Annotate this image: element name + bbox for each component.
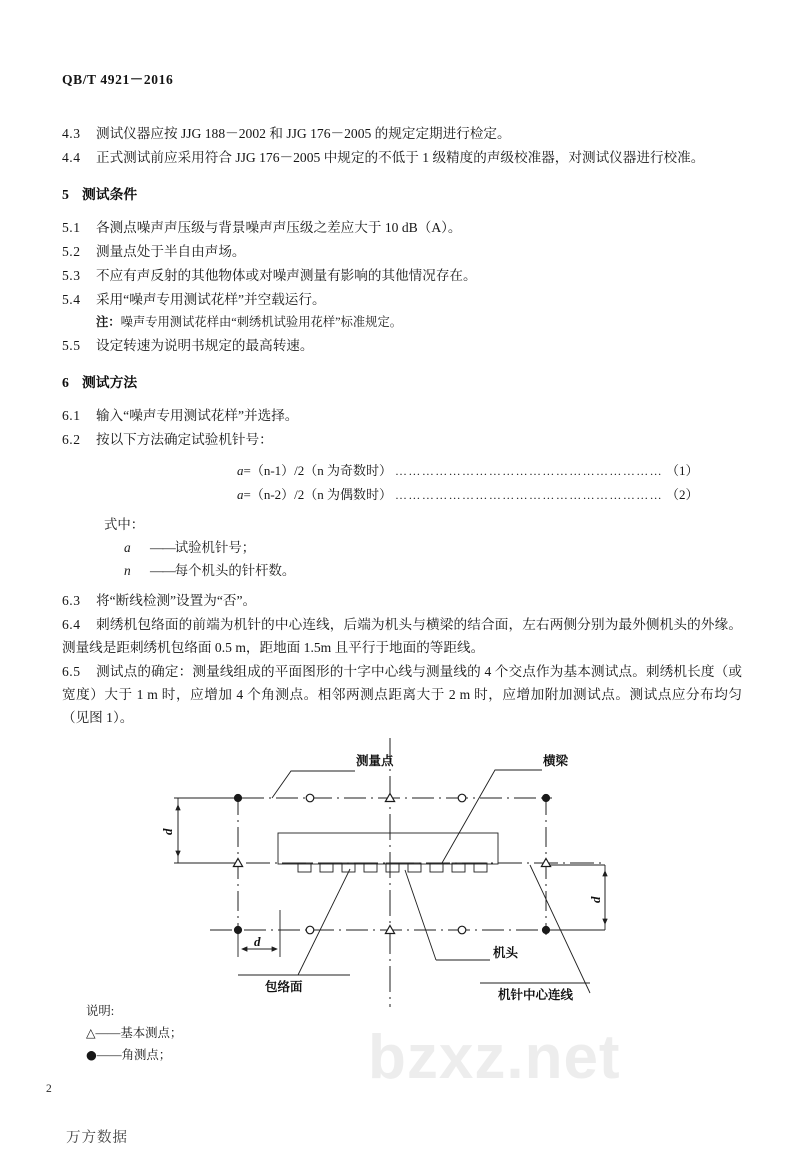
clause-number: 6.5 (62, 664, 81, 679)
legend-text: 基本测点； (120, 1026, 183, 1040)
legend-title: 说明: (86, 1004, 115, 1018)
clause-number: 5.1 (62, 220, 81, 235)
clause-5-5 (62, 334, 742, 357)
section-title: 测试条件 (82, 187, 138, 202)
dimension-label-d-left: d (160, 828, 175, 835)
formula-2-lhs: a (237, 487, 244, 502)
legend-text: 角测点； (121, 1048, 172, 1062)
clause-text: 将“断线检测”设置为“否”。 (96, 593, 257, 608)
clause-number: 6.4 (62, 617, 81, 632)
clause-6-5 (62, 660, 742, 729)
page-number: 2 (46, 1083, 52, 1095)
running-header-standard-number: QB/T 4921－2016 (62, 72, 174, 87)
leader-machine-head (405, 870, 490, 960)
symbol-definition-a (62, 536, 742, 559)
corner-point-top-right (542, 794, 549, 801)
clause-5-3 (62, 264, 742, 287)
dimension-label-d-bottom: d (254, 934, 261, 949)
clause-5-1 (62, 216, 742, 239)
clause-text: 不应有声反射的其他物体或对噪声测量有影响的其他情况存在。 (96, 268, 477, 283)
figure-legend (86, 1000, 182, 1066)
formula-2-leader: …………………………………………………… (395, 488, 664, 502)
clause-number: 6.3 (62, 593, 81, 608)
clause-6-2 (62, 428, 742, 451)
clause-6-3 (62, 589, 742, 612)
clause-number: 5.4 (62, 292, 81, 307)
formula-1-rhs: =（n-1）/2（n 为奇数时） (243, 463, 393, 478)
leader-envelope-surface (238, 869, 350, 975)
leader-crossbeam (442, 770, 542, 863)
measure-point-top-right (458, 794, 466, 802)
section-heading-5 (62, 183, 742, 206)
clause-text: 测试仪器应按 JJG 188－2002 和 JJG 176－2005 的规定定期进行检定。 (96, 126, 511, 141)
note-text: 噪声专用测试花样由“刺绣机试验用花样”标准规定。 (120, 315, 403, 329)
formula-1-number: （1） (666, 463, 699, 478)
corner-point-bottom-right (542, 926, 549, 933)
watermark-bzxz: bzxz.net (368, 1023, 621, 1092)
clause-number: 6.1 (62, 408, 81, 423)
footer-source-wanfang: 万方数据 (66, 1130, 128, 1146)
clause-number: 5.3 (62, 268, 81, 283)
clause-number: 4.3 (62, 126, 81, 141)
clause-text: 设定转速为说明书规定的最高转速。 (96, 338, 314, 353)
section-title: 测试方法 (82, 375, 138, 390)
clause-number: 4.4 (62, 150, 81, 165)
callout-needle-center-line: 机针中心连线 (498, 987, 574, 1002)
formula-1 (62, 459, 742, 483)
formula-1-lhs: a (237, 463, 244, 478)
note-label: 注： (96, 315, 121, 329)
section-number: 5 (62, 187, 69, 202)
clause-5-4-note (62, 312, 742, 333)
where-label: 式中： (104, 517, 145, 532)
clause-text: 正式测试前应采用符合 JJG 176－2005 中规定的不低于 1 级精度的声级校准器，对测试仪器进行校准。 (96, 150, 705, 165)
legend-item-basic-point (86, 1022, 182, 1044)
callout-envelope-surface: 包络面 (265, 979, 303, 994)
dimension-label-d-right: d (588, 896, 603, 903)
dash: —— (150, 540, 175, 555)
triangle-icon: △ (86, 1025, 96, 1040)
symbol-meaning: 试验机针号； (174, 540, 256, 555)
clause-number: 6.2 (62, 432, 81, 447)
callout-measure-point: 测量点 (356, 753, 394, 768)
symbol-definition-n (62, 559, 742, 582)
section-number: 6 (62, 375, 69, 390)
clause-number: 5.2 (62, 244, 81, 259)
formula-2 (62, 483, 742, 507)
figure-1-svg (150, 735, 650, 1010)
clause-text: 输入“噪声专用测试花样”并选择。 (96, 408, 299, 423)
formula-2-rhs: =（n-2）/2（n 为偶数时） (243, 487, 393, 502)
clause-4-3 (62, 122, 742, 145)
leader-needle-center-line (480, 865, 590, 993)
spacer (62, 452, 742, 459)
clause-number: 5.5 (62, 338, 81, 353)
clause-4-4 (62, 146, 742, 169)
document-body-column (62, 122, 742, 730)
clause-text: 刺绣机包络面的前端为机针的中心连线，后端为机头与横梁的结合面，左右两侧分别为最外侧机头的外缘。测量线是距刺绣机包络面 0.5 m，距地面 1.5m 且平行于地面的等距线。 (62, 617, 742, 655)
section-heading-6 (62, 371, 742, 394)
clause-6-4 (62, 613, 742, 659)
measure-point-bottom-left (306, 926, 314, 934)
callout-machine-head: 机头 (493, 945, 519, 960)
corner-point-top-left (234, 794, 241, 801)
clause-6-1 (62, 404, 742, 427)
symbol: a (124, 540, 131, 555)
crossbeam-outline (278, 833, 498, 864)
clause-text: 各测点噪声声压级与背景噪声声压级之差应大于 10 dB（A）。 (96, 220, 462, 235)
clause-text: 测量点处于半自由声场。 (96, 244, 246, 259)
symbol: n (124, 563, 131, 578)
callout-crossbeam: 横梁 (543, 753, 569, 768)
filled-circle-icon: ● (86, 1047, 97, 1062)
clause-text: 测试点的确定：测量线组成的平面图形的十字中心线与测量线的 4 个交点作为基本测试点。刺绣机长度（或宽度）大于 1 m 时，应增加 4 个角测点。相邻两测点距离大于 2 m 时，应增加附加测试点。测试点应分布均匀（见图 1）。 (62, 664, 742, 725)
formula-1-leader: …………………………………………………… (395, 464, 664, 478)
legend-dash: —— (95, 1026, 121, 1040)
spacer (62, 582, 742, 589)
symbol-meaning: 每个机头的针杆数。 (174, 563, 296, 578)
measure-point-top-left (306, 794, 314, 802)
measurement-line-rectangle (178, 798, 548, 863)
legend-item-corner-point (86, 1044, 182, 1066)
clause-5-4 (62, 288, 742, 311)
figure-1-measurement-point-layout (150, 735, 650, 1010)
legend-dash: —— (96, 1048, 122, 1062)
clause-text: 按以下方法确定试验机针号： (96, 432, 273, 447)
corner-point-bottom-left (234, 926, 241, 933)
formula-2-number: （2） (666, 487, 699, 502)
basic-point-left (233, 859, 242, 867)
leader-measure-point (272, 771, 355, 798)
dash: —— (150, 563, 175, 578)
clause-5-2 (62, 240, 742, 263)
measure-point-bottom-right (458, 926, 466, 934)
clause-text: 采用“噪声专用测试花样”并空载运行。 (96, 292, 326, 307)
